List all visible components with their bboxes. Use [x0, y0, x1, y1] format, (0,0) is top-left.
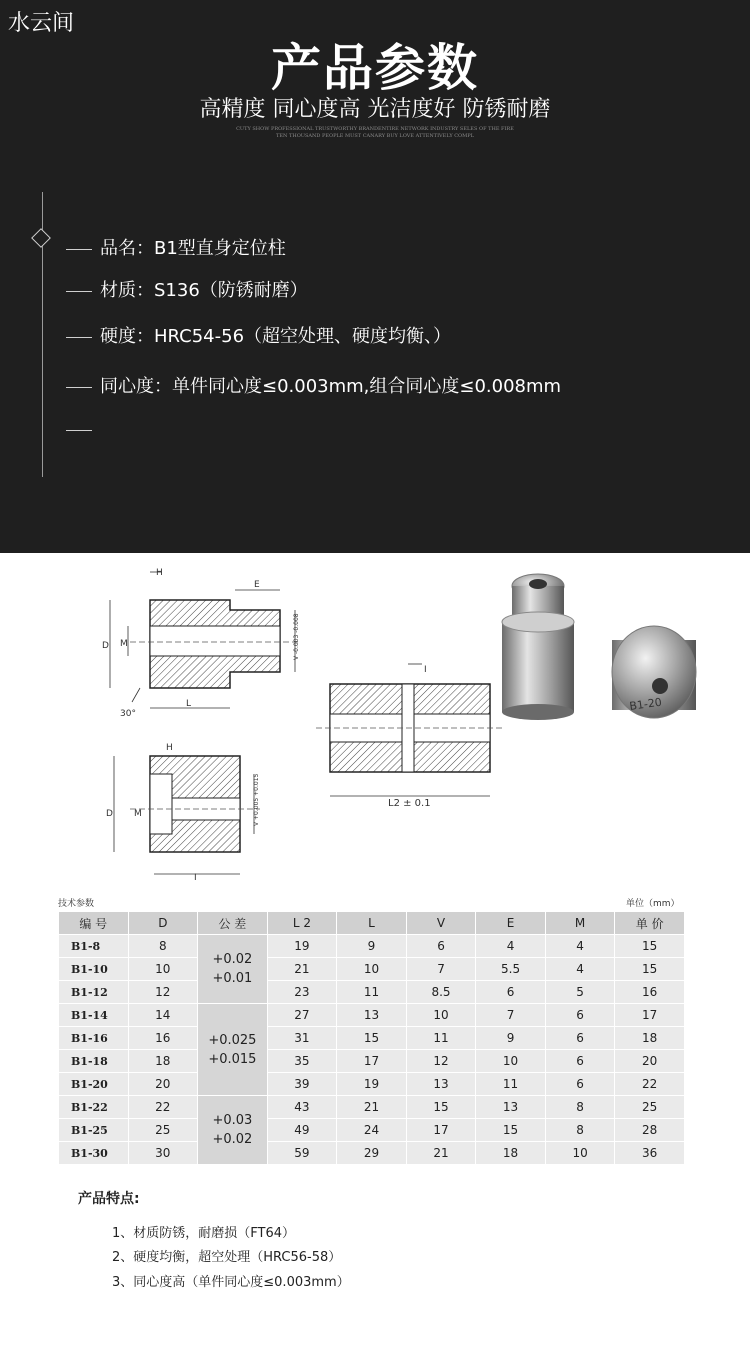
- svg-text:D: D: [106, 809, 113, 819]
- cell-code: B1-18: [59, 1050, 129, 1073]
- cell-e: 13: [476, 1096, 546, 1119]
- cell-m: 6: [545, 1073, 615, 1096]
- cell-m: 8: [545, 1119, 615, 1142]
- spec-item-hardness: 硬度：HRC54-56（超空处理、硬度均衡、）: [66, 322, 451, 348]
- spec-item-name: 品名：B1型直身定位柱: [66, 234, 286, 260]
- tolerance-lower: +0.015: [208, 1051, 257, 1067]
- tolerance-upper: +0.03: [212, 1113, 253, 1128]
- cell-m: 4: [545, 935, 615, 958]
- brand-logo: 水云间: [8, 11, 75, 36]
- cell-e: 10: [476, 1050, 546, 1073]
- dim-h-label: H: [156, 568, 163, 578]
- cell-l2: 19: [267, 935, 337, 958]
- cell-l: 21: [337, 1096, 407, 1119]
- cell-code: B1-22: [59, 1096, 129, 1119]
- header-banner: [0, 0, 750, 553]
- page-title: 产品参数: [271, 39, 479, 97]
- cell-tolerance: [198, 1096, 268, 1165]
- cell-code: B1-30: [59, 1142, 129, 1165]
- tolerance-upper: +0.02: [212, 952, 253, 967]
- dim-angle-label: 30°: [120, 709, 136, 719]
- cell-price: 16: [615, 981, 685, 1004]
- cell-l2: 31: [267, 1027, 337, 1050]
- cell-l2: 43: [267, 1096, 337, 1119]
- svg-text:I: I: [194, 873, 197, 883]
- page-subtitle: 高精度 同心度高 光洁度好 防锈耐磨: [199, 97, 551, 122]
- cell-code: B1-10: [59, 958, 129, 981]
- col-header: 编 号: [59, 912, 129, 935]
- col-header: E: [476, 912, 546, 935]
- cell-v: 13: [406, 1073, 476, 1096]
- cell-price: 20: [615, 1050, 685, 1073]
- feature-item: 1、材质防锈，耐磨损（FT64）: [112, 1226, 296, 1241]
- cell-m: 5: [545, 981, 615, 1004]
- cell-l: 17: [337, 1050, 407, 1073]
- cell-d: 16: [128, 1027, 198, 1050]
- table-row: [59, 1004, 685, 1027]
- svg-text:H: H: [166, 743, 173, 753]
- part-mark: B1-20: [628, 695, 663, 713]
- cell-l2: 59: [267, 1142, 337, 1165]
- cell-l: 24: [337, 1119, 407, 1142]
- feature-item: 3、同心度高（单件同心度≤0.003mm）: [112, 1275, 350, 1290]
- tolerance-lower: +0.02: [212, 1132, 253, 1147]
- drawing-stepped-pin: [102, 568, 300, 719]
- dim-l-label: L: [186, 699, 192, 709]
- table-row: [59, 1073, 685, 1096]
- spec-item-material: 材质：S136（防锈耐磨）: [66, 276, 308, 302]
- cell-price: 15: [615, 935, 685, 958]
- cell-m: 8: [545, 1096, 615, 1119]
- cell-price: 17: [615, 1004, 685, 1027]
- cell-v: 17: [406, 1119, 476, 1142]
- cell-m: 4: [545, 958, 615, 981]
- cell-v: 21: [406, 1142, 476, 1165]
- cell-v: 8.5: [406, 981, 476, 1004]
- cell-l: 29: [337, 1142, 407, 1165]
- cell-code: B1-12: [59, 981, 129, 1004]
- cell-v: 7: [406, 958, 476, 981]
- spec-item-concentricity: 同心度：单件同心度≤0.003mm,组合同心度≤0.008mm: [66, 372, 561, 398]
- col-header: 公 差: [198, 912, 268, 935]
- tagline-line-2: TEN THOUSAND PEOPLE MUST CANARY BUY LOVE ATTENTIVELY COMPL: [276, 133, 474, 139]
- cell-price: 18: [615, 1027, 685, 1050]
- cell-l: 9: [337, 935, 407, 958]
- col-header: L: [337, 912, 407, 935]
- cell-l2: 35: [267, 1050, 337, 1073]
- cell-m: 6: [545, 1050, 615, 1073]
- table-row: [59, 1027, 685, 1050]
- cell-l: 19: [337, 1073, 407, 1096]
- tagline-line-1: CUTY SHOW PROFESSIONAL TRUSTWORTHY BRANDENTIRE NETWORK INDUSTRY SELES OF THE FIRE: [236, 126, 514, 132]
- cell-tolerance: [198, 935, 268, 1004]
- col-header: D: [128, 912, 198, 935]
- cell-l2: 49: [267, 1119, 337, 1142]
- feature-item: 2、硬度均衡，超空处理（HRC56-58）: [112, 1250, 342, 1265]
- cell-v: 15: [406, 1096, 476, 1119]
- col-header: M: [545, 912, 615, 935]
- cell-code: B1-14: [59, 1004, 129, 1027]
- cell-l: 15: [337, 1027, 407, 1050]
- cell-e: 7: [476, 1004, 546, 1027]
- table-row: [59, 1050, 685, 1073]
- cell-e: 4: [476, 935, 546, 958]
- cell-code: B1-25: [59, 1119, 129, 1142]
- cell-e: 5.5: [476, 958, 546, 981]
- drawing-assembly: [316, 664, 504, 809]
- table-row: [59, 1119, 685, 1142]
- cell-price: 25: [615, 1096, 685, 1119]
- cell-tolerance: [198, 1004, 268, 1096]
- dim-i-label: I: [424, 665, 427, 675]
- table-row: [59, 958, 685, 981]
- tagline: [0, 126, 750, 140]
- cell-d: 8: [128, 935, 198, 958]
- table-label: 技术参数: [58, 899, 95, 909]
- product-photo-bushing: [612, 626, 696, 718]
- cell-v: 10: [406, 1004, 476, 1027]
- features-title: 产品特点:: [78, 1191, 140, 1207]
- cell-code: B1-16: [59, 1027, 129, 1050]
- cell-v: 12: [406, 1050, 476, 1073]
- cell-code: B1-8: [59, 935, 129, 958]
- tolerance-lower: +0.01: [212, 971, 253, 986]
- cell-m: 10: [545, 1142, 615, 1165]
- cell-price: 36: [615, 1142, 685, 1165]
- table-row: [59, 1142, 685, 1165]
- cell-v: 6: [406, 935, 476, 958]
- cell-e: 6: [476, 981, 546, 1004]
- cell-e: 11: [476, 1073, 546, 1096]
- table-header-row: [59, 912, 685, 935]
- cell-code: B1-20: [59, 1073, 129, 1096]
- cell-l: 10: [337, 958, 407, 981]
- col-header: V: [406, 912, 476, 935]
- drawing-bushing: [106, 743, 260, 883]
- cell-v: 11: [406, 1027, 476, 1050]
- cell-price: 28: [615, 1119, 685, 1142]
- dim-v2-label: V +0.005 +0.015: [253, 773, 260, 826]
- cell-l: 13: [337, 1004, 407, 1027]
- dim-l2-label: L2 ± 0.1: [388, 798, 431, 809]
- cell-price: 22: [615, 1073, 685, 1096]
- cell-d: 12: [128, 981, 198, 1004]
- cell-l2: 21: [267, 958, 337, 981]
- tolerance-upper: +0.025: [208, 1032, 257, 1048]
- table-unit: 单位（mm）: [626, 899, 680, 909]
- svg-text:M: M: [134, 809, 142, 819]
- dim-e-label: E: [254, 580, 260, 590]
- cell-d: 22: [128, 1096, 198, 1119]
- product-photo-pin: [502, 574, 574, 720]
- cell-e: 18: [476, 1142, 546, 1165]
- cell-d: 18: [128, 1050, 198, 1073]
- table-row: [59, 935, 685, 958]
- cell-d: 25: [128, 1119, 198, 1142]
- cell-price: 15: [615, 958, 685, 981]
- dim-v1-label: V -0.003 -0.008: [293, 613, 300, 660]
- dim-m-label: M: [120, 639, 128, 649]
- dim-d-label: D: [102, 641, 109, 651]
- table-row: [59, 981, 685, 1004]
- cell-m: 6: [545, 1027, 615, 1050]
- table-row: [59, 1096, 685, 1119]
- col-header: 单 价: [615, 912, 685, 935]
- spec-item-empty: [66, 430, 92, 431]
- cell-l2: 39: [267, 1073, 337, 1096]
- technical-drawings: [90, 560, 730, 890]
- cell-e: 15: [476, 1119, 546, 1142]
- cell-l2: 27: [267, 1004, 337, 1027]
- cell-d: 20: [128, 1073, 198, 1096]
- col-header: L 2: [267, 912, 337, 935]
- cell-l2: 23: [267, 981, 337, 1004]
- cell-e: 9: [476, 1027, 546, 1050]
- parameter-table: [58, 911, 685, 1165]
- cell-d: 14: [128, 1004, 198, 1027]
- cell-d: 10: [128, 958, 198, 981]
- diamond-icon: [31, 228, 51, 248]
- cell-m: 6: [545, 1004, 615, 1027]
- cell-d: 30: [128, 1142, 198, 1165]
- cell-l: 11: [337, 981, 407, 1004]
